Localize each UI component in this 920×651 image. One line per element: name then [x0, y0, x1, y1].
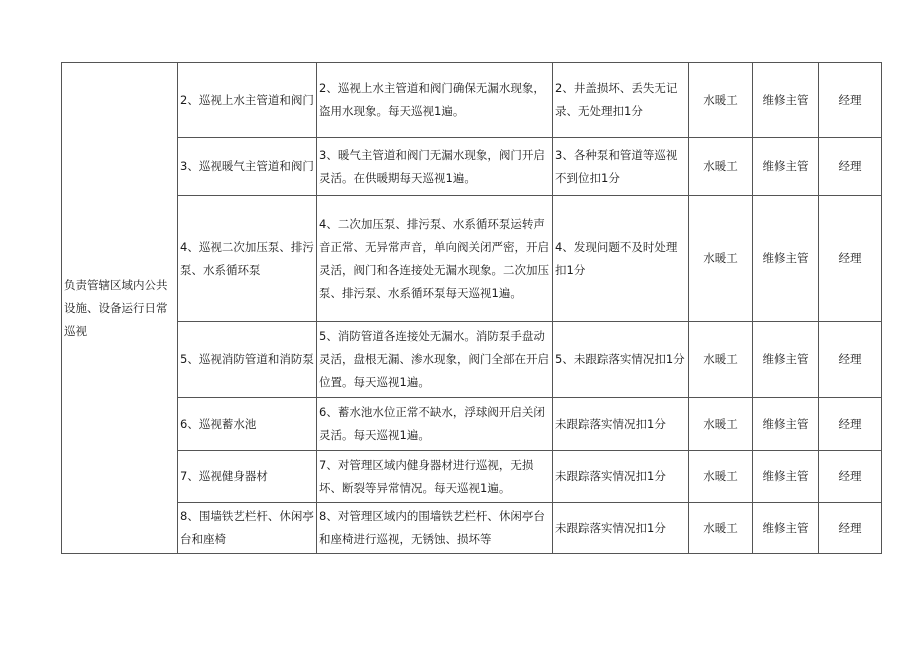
executor-cell: 水暖工: [689, 451, 753, 503]
table-row: [62, 322, 882, 398]
executor-cell: 水暖工: [689, 63, 753, 138]
standard-cell: 3、暖气主管道和阀门无漏水现象，阀门开启灵活。在供暖期每天巡视1遍。: [317, 138, 553, 196]
table-row: [62, 63, 882, 138]
standard-cell: 4、二次加压泵、排污泵、水系循环泵运转声音正常、无异常声音，单向阀关闭严密，开启灵活，阀门和各连接处无漏水现象。二次加压泵、排污泵、水系循环泵每天巡视1遍。: [317, 196, 553, 322]
supervisor-cell: 维修主管: [753, 451, 819, 503]
standard-cell: 7、对管理区域内健身器材进行巡视，无损坏、断裂等异常情况。每天巡视1遍。: [317, 451, 553, 503]
table-row: [62, 196, 882, 322]
supervisor-cell: 维修主管: [753, 196, 819, 322]
penalty-cell: 未跟踪落实情况扣1分: [553, 398, 689, 451]
table-row: [62, 138, 882, 196]
table-body: [62, 63, 882, 554]
table-row: [62, 503, 882, 554]
executor-cell: 水暖工: [689, 196, 753, 322]
item-cell: 7、巡视健身器材: [178, 451, 317, 503]
standard-cell: 2、巡视上水主管道和阀门确保无漏水现象，盗用水现象。每天巡视1遍。: [317, 63, 553, 138]
manager-cell: 经理: [819, 322, 882, 398]
standard-cell: 8、对管理区域内的围墙铁艺栏杆、休闲亭台和座椅进行巡视，无锈蚀、损坏等: [317, 503, 553, 554]
executor-cell: 水暖工: [689, 503, 753, 554]
item-cell: 5、巡视消防管道和消防泵: [178, 322, 317, 398]
penalty-cell: 4、发现问题不及时处理扣1分: [553, 196, 689, 322]
manager-cell: 经理: [819, 503, 882, 554]
manager-cell: 经理: [819, 398, 882, 451]
table-row: [62, 451, 882, 503]
item-cell: 3、巡视暖气主管道和阀门: [178, 138, 317, 196]
penalty-cell: 未跟踪落实情况扣1分: [553, 451, 689, 503]
penalty-cell: 5、未跟踪落实情况扣1分: [553, 322, 689, 398]
supervisor-cell: 维修主管: [753, 138, 819, 196]
standard-cell: 5、消防管道各连接处无漏水。消防泵手盘动灵活，盘根无漏、渗水现象，阀门全部在开启位置。每天巡视1遍。: [317, 322, 553, 398]
area-label-cell: 负责管辖区域内公共设施、设备运行日常巡视: [62, 63, 178, 554]
supervisor-cell: 维修主管: [753, 398, 819, 451]
penalty-cell: 3、各种泵和管道等巡视不到位扣1分: [553, 138, 689, 196]
executor-cell: 水暖工: [689, 322, 753, 398]
table-row: [62, 398, 882, 451]
penalty-cell: 未跟踪落实情况扣1分: [553, 503, 689, 554]
item-cell: 6、巡视蓄水池: [178, 398, 317, 451]
manager-cell: 经理: [819, 138, 882, 196]
item-cell: 8、围墙铁艺栏杆、休闲亭台和座椅: [178, 503, 317, 554]
penalty-cell: 2、井盖损坏、丢失无记录、无处理扣1分: [553, 63, 689, 138]
manager-cell: 经理: [819, 196, 882, 322]
item-cell: 2、巡视上水主管道和阀门: [178, 63, 317, 138]
manager-cell: 经理: [819, 63, 882, 138]
standard-cell: 6、蓄水池水位正常不缺水，浮球阀开启关闭灵活。每天巡视1遍。: [317, 398, 553, 451]
executor-cell: 水暖工: [689, 398, 753, 451]
inspection-duty-table: [61, 62, 882, 554]
executor-cell: 水暖工: [689, 138, 753, 196]
manager-cell: 经理: [819, 451, 882, 503]
supervisor-cell: 维修主管: [753, 63, 819, 138]
item-cell: 4、巡视二次加压泵、排污泵、水系循环泵: [178, 196, 317, 322]
supervisor-cell: 维修主管: [753, 503, 819, 554]
supervisor-cell: 维修主管: [753, 322, 819, 398]
